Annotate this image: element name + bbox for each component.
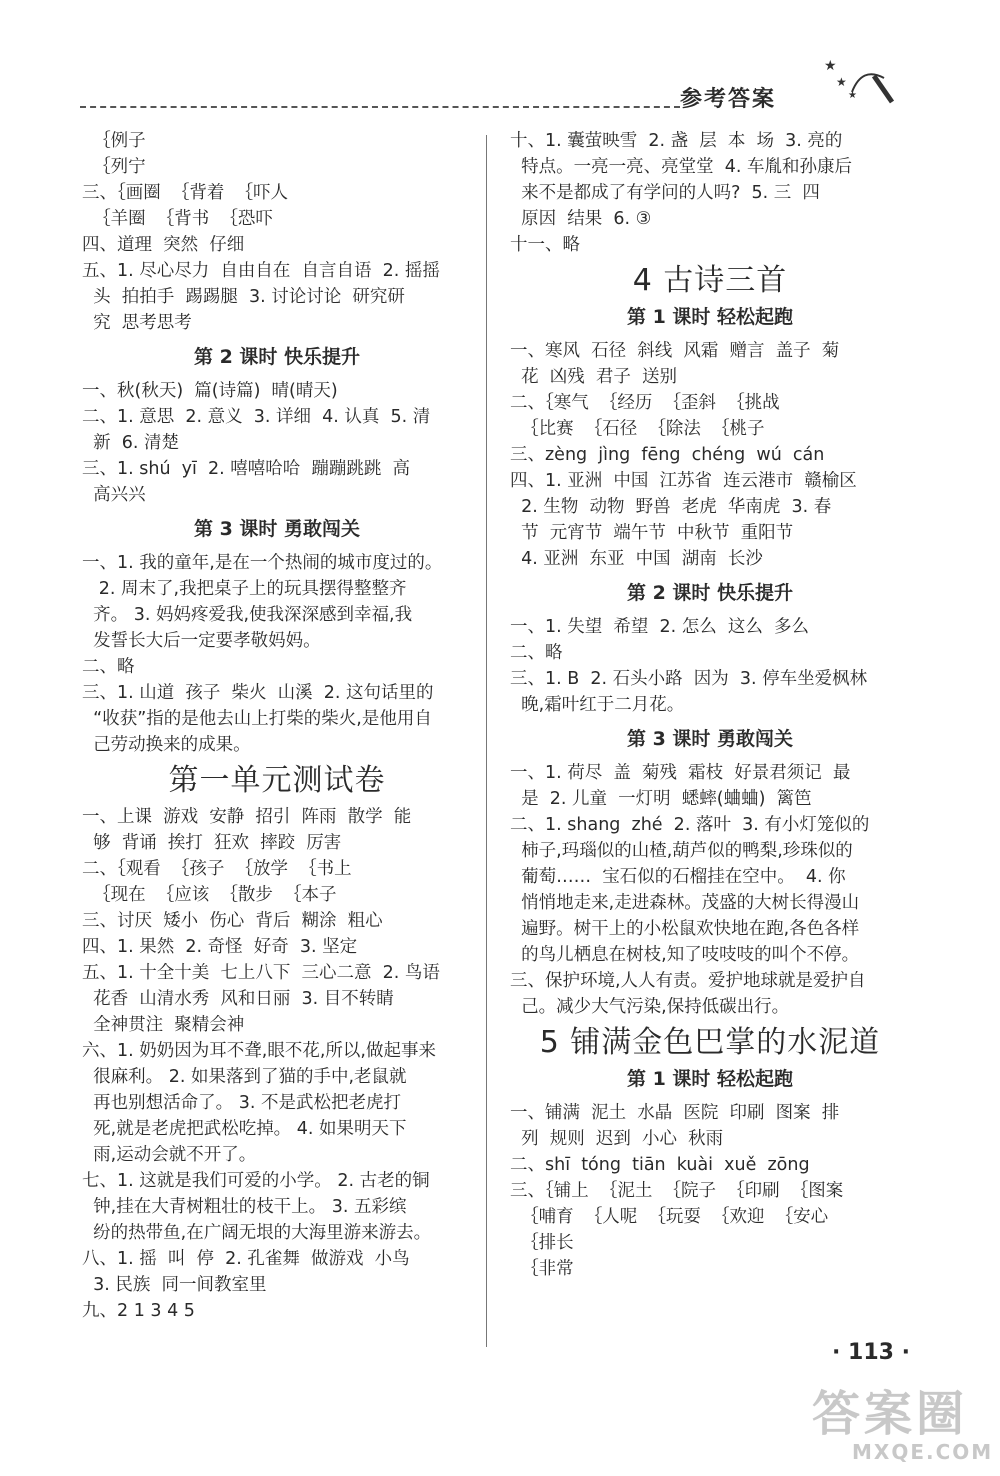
answer-line: 节 元宵节 端午节 中秋节 重阳节 [510,523,794,543]
magic-wand-icon [822,56,902,116]
answer-line: 三、1. 山道 孩子 柴火 山溪 2. 这句话里的 [82,683,434,703]
svg-text:★: ★ [824,58,837,74]
answer-line: 葡萄…… 宝石似的石榴挂在空中。 4. 你 [510,867,846,887]
answer-line: 柿子,玛瑙似的山楂,葫芦似的鸭梨,珍珠似的 [510,841,853,861]
answer-line: 二、略 [82,657,135,677]
answer-line: 悄悄地走来,走进森林。茂盛的大树长得漫山 [510,893,860,913]
left-column [82,128,472,1324]
answer-line: 九、2 1 3 4 5 [82,1301,195,1321]
answer-line: 纷的热带鱼,在广阔无垠的大海里游来游去。 [82,1223,432,1243]
watermark-url: MXQE.COM [852,1440,994,1464]
answer-line: 雨,运动会就不开了。 [82,1145,257,1165]
answer-line: 三、保护环境,人人有责。爱护地球就是爱护自 [510,971,866,991]
answer-line: 头 拍拍手 踢踢腿 3. 讨论讨论 研究研 [82,287,405,307]
section-heading: 第 1 课时 轻松起跑 [626,1068,794,1090]
answer-line: 二、｛观看 ｛孩子 ｛放学 ｛书上 [82,859,352,879]
answer-line: 三、讨厌 矮小 伤心 背后 糊涂 粗心 [82,911,383,931]
answer-line: 特点。一亮一亮、亮堂堂 4. 车胤和孙康后 [510,157,853,177]
answer-line: 五、1. 十全十美 七上八下 三心二意 2. 鸟语 [82,963,440,983]
right-column [510,128,910,1282]
answer-line: 全神贯注 聚精会神 [82,1015,245,1035]
section-heading: 第 2 课时 快乐提升 [193,346,361,368]
answer-line: 花香 山清水秀 风和日丽 3. 目不转睛 [82,989,394,1009]
header-dashed-rule [80,106,680,108]
answer-line: 3. 民族 同一间教室里 [82,1275,267,1295]
answer-line: 一、寒风 石径 斜线 风霜 赠言 盖子 菊 [510,341,840,361]
answer-line: 四、道理 突然 仔细 [82,235,245,255]
answer-line: 发誓长大后一定要孝敬妈妈。 [82,631,321,651]
answer-line: 够 背诵 挨打 狂欢 摔跤 厉害 [82,833,342,853]
answer-line: 四、1. 果然 2. 奇怪 好奇 3. 坚定 [82,937,358,957]
answer-line: 二、shī tóng tiān kuài xuě zōng [510,1155,810,1175]
answer-line: 五、1. 尽心尽力 自由自在 自言自语 2. 摇摇 [82,261,440,281]
answer-line: 二、1. shang zhé 2. 落叶 3. 有小灯笼似的 [510,815,870,835]
answer-line: 三、1. B 2. 石头小路 因为 3. 停车坐爱枫林 [510,669,868,689]
answer-line: 来不是都成了有学问的人吗? 5. 三 四 [510,183,820,203]
section-heading: 第 1 课时 轻松起跑 [626,306,794,328]
answer-line: 一、1. 失望 希望 2. 怎么 这么 多么 [510,617,810,637]
answer-line: ｛现在 ｛应该 ｛散步 ｛本子 [82,885,337,905]
answer-line: 新 6. 清楚 [82,433,180,453]
answer-line: 三、zèng jìng fēng chéng wú cán [510,445,825,465]
watermark-logo: 答案圈 [812,1386,969,1442]
section-heading: 第 3 课时 勇敢闯关 [626,728,794,750]
answer-line: 八、1. 摇 叫 停 2. 孔雀舞 做游戏 小鸟 [82,1249,410,1269]
answer-line: 是 2. 儿童 一灯明 蟋蟀(蛐蛐) 篱笆 [510,789,812,809]
answer-line: “收获”指的是他去山上打柴的柴火,是他用自 [82,709,432,729]
answer-line: 七、1. 这就是我们可爱的小学。 2. 古老的铜 [82,1171,430,1191]
answer-line: 二、1. 意思 2. 意义 3. 详细 4. 认真 5. 清 [82,407,431,427]
section-heading: 第 2 课时 快乐提升 [626,582,794,604]
answer-line: 六、1. 奶奶因为耳不聋,眼不花,所以,做起事来 [82,1041,436,1061]
chapter-title: 5 铺满金色巴掌的水泥道 [539,1025,881,1060]
answer-line: 齐。 3. 妈妈疼爱我,使我深深感到幸福,我 [82,605,413,625]
answer-line: ｛哺育 ｛人呢 ｛玩耍 ｛欢迎 ｛安心 [510,1207,829,1227]
answer-line: 遍野。树干上的小松鼠欢快地在跑,各色各样 [510,919,860,939]
answer-line: 4. 亚洲 东亚 中国 湖南 长沙 [510,549,763,569]
header-title: 参考答案 [680,87,777,112]
answer-line: 一、1. 荷尽 盖 菊残 霜枝 好景君须记 最 [510,763,851,783]
answer-line: 2. 周末了,我把桌子上的玩具摆得整整齐 [82,579,407,599]
chapter-title: 4 古诗三首 [632,263,788,298]
answer-line: ｛羊圈 ｛背书 ｛恐吓 [82,209,273,229]
answer-line: 再也别想活命了。 3. 不是武松把老虎打 [82,1093,401,1113]
answer-line: 四、1. 亚洲 中国 江苏省 连云港市 赣榆区 [510,471,857,491]
answer-line: 究 思考思考 [82,313,192,333]
answer-line: 三、｛铺上 ｛泥土 ｛院子 ｛印刷 ｛图案 [510,1181,844,1201]
answer-line: 己劳动换来的成果。 [82,735,251,755]
svg-text:★: ★ [848,90,857,101]
chapter-title: 第一单元测试卷 [168,763,386,798]
answer-line: 高兴兴 [82,485,146,505]
answer-line: 一、上课 游戏 安静 招引 阵雨 散学 能 [82,807,412,827]
svg-text:★: ★ [836,75,847,89]
answer-line: 一、1. 我的童年,是在一个热闹的城市度过的。 [82,553,443,573]
answer-line: 2. 生物 动物 野兽 老虎 华南虎 3. 春 [510,497,832,517]
answer-line: 晚,霜叶红于二月花。 [510,695,685,715]
answer-line: 很麻利。 2. 如果落到了猫的手中,老鼠就 [82,1067,407,1087]
answer-line: ｛排长 [510,1233,574,1253]
answer-line: ｛例子 [82,131,146,151]
answer-line: 三、1. shú yī 2. 嘻嘻哈哈 蹦蹦跳跳 高 [82,459,411,479]
answer-line: 的鸟儿栖息在树枝,知了吱吱吱的叫个不停。 [510,945,860,965]
answer-line: ｛比赛 ｛石径 ｛除法 ｛桃子 [510,419,765,439]
answer-line: 原因 结果 6. ③ [510,209,652,229]
answer-line: 钟,挂在大青树粗壮的枝干上。 3. 五彩缤 [82,1197,407,1217]
answer-line: ｛非常 [510,1259,574,1279]
answer-line: 十、1. 囊萤映雪 2. 盏 层 本 场 3. 亮的 [510,131,843,151]
page-number: · 113 · [832,1340,910,1365]
answer-line: ｛列宁 [82,157,146,177]
answer-line: 二、略 [510,643,563,663]
page-header [80,58,920,118]
answer-line: 一、秋(秋天) 篇(诗篇) 晴(晴天) [82,381,338,401]
answer-line: 己。减少大气污染,保持低碳出行。 [510,997,790,1017]
answer-line: 三、｛画圈 ｛背着 ｛吓人 [82,183,289,203]
answer-line: 列 规则 迟到 小心 秋雨 [510,1129,724,1149]
answer-line: 一、铺满 泥土 水晶 医院 印刷 图案 排 [510,1103,840,1123]
answer-line: 十一、略 [510,235,580,255]
column-divider [486,135,487,1347]
answer-line: 二、｛寒气 ｛经历 ｛歪斜 ｛挑战 [510,393,780,413]
section-heading: 第 3 课时 勇敢闯关 [193,518,361,540]
answer-line: 花 凶残 君子 送别 [510,367,678,387]
answer-line: 死,就是老虎把武松吃掉。 4. 如果明天下 [82,1119,407,1139]
